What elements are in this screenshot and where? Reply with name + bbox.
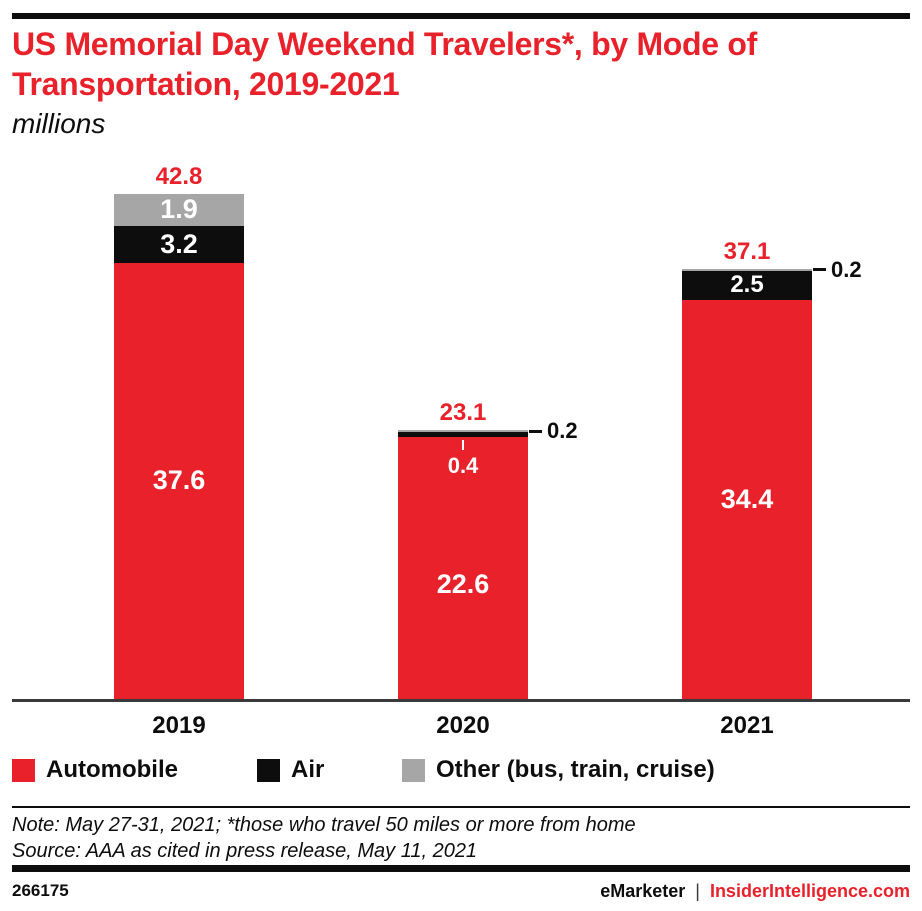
legend-swatch-automobile (12, 759, 35, 782)
bar-segment-air-2020 (398, 432, 528, 437)
total-label-2021: 37.1 (723, 237, 771, 265)
chart-source: Source: AAA as cited in press release, May 11, 2021 (12, 840, 478, 862)
legend-item-air (257, 757, 324, 783)
x-axis-label-2021: 2021 (720, 712, 774, 739)
total-label-2020: 23.1 (439, 398, 487, 426)
value-label-other-2021: 0.2 (831, 256, 862, 282)
legend-item-automobile (12, 757, 178, 783)
x-axis-labels (12, 712, 910, 742)
chart-id: 266175 (12, 881, 69, 900)
legend-label-automobile: Automobile (46, 756, 178, 783)
legend-label-other: Other (bus, train, cruise) (436, 756, 715, 783)
value-label-air-2020: 0.4 (447, 452, 479, 478)
top-accent-bar (12, 13, 910, 19)
value-label-automobile-2020: 22.6 (436, 569, 490, 600)
legend-label-air: Air (291, 756, 325, 783)
total-label-2019: 42.8 (155, 162, 203, 190)
divider-thick (12, 865, 910, 872)
value-label-automobile-2021: 34.4 (720, 483, 774, 514)
x-axis-line (12, 699, 910, 702)
bar-segment-other-2020 (398, 430, 528, 432)
bar-segment-other-2021 (682, 269, 812, 271)
divider-thin (12, 806, 910, 808)
legend-swatch-other (402, 759, 425, 782)
chart-units-label: millions (12, 108, 106, 139)
legend-item-other (402, 757, 715, 783)
brand-emarketer: eMarketer (600, 880, 686, 901)
value-label-automobile-2019: 37.6 (152, 465, 206, 496)
footer (12, 879, 910, 903)
chart-note: Note: May 27-31, 2021; *those who travel 50 miles or more from home (12, 814, 636, 836)
legend-swatch-air (257, 759, 280, 782)
brand-block (600, 881, 910, 902)
value-label-other-2019: 1.9 (160, 194, 198, 225)
stacked-bar-plot-area (12, 150, 910, 702)
callout-line-other-2021 (813, 268, 826, 271)
x-axis-label-2020: 2020 (436, 712, 490, 739)
value-label-other-2020: 0.2 (547, 418, 578, 444)
brand-insiderintelligence-link[interactable]: InsiderIntelligence.com (709, 880, 910, 901)
value-label-air-2021: 2.5 (730, 271, 764, 299)
chart-legend (12, 757, 910, 783)
note-block (12, 812, 910, 864)
brand-divider: | (695, 880, 700, 901)
callout-line-air-2020 (462, 440, 464, 450)
callout-line-other-2020 (529, 430, 542, 433)
value-label-air-2019: 3.2 (160, 228, 198, 259)
chart-title: US Memorial Day Weekend Travelers*, by Mode of Transportation, 2019-2021 (12, 26, 757, 102)
x-axis-label-2019: 2019 (152, 712, 206, 739)
